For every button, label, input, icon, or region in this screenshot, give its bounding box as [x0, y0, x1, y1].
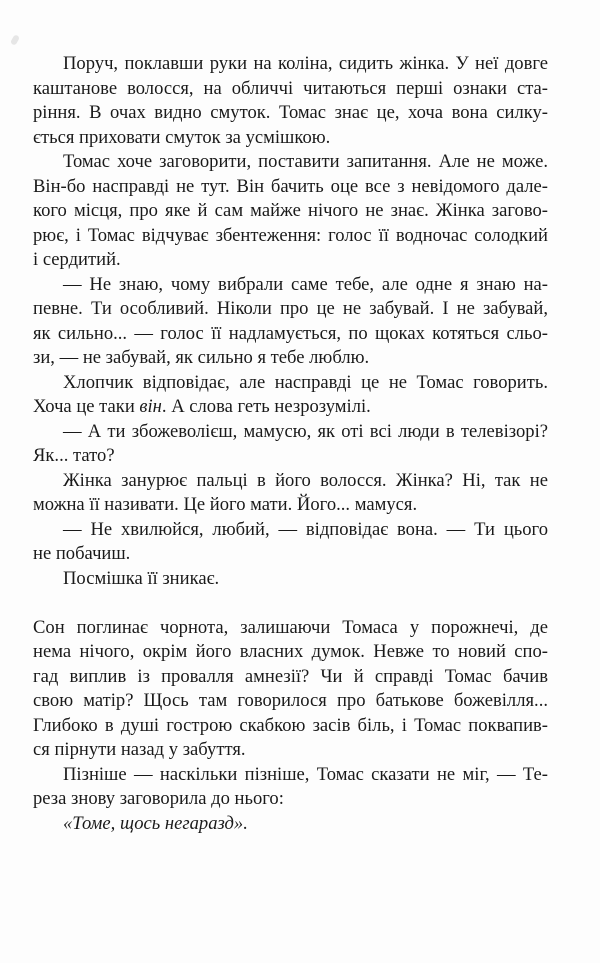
- text-line: гад виплив із провалля амнезії? Чи й справді Томас бачив: [33, 665, 548, 687]
- text-line: рює, і Томас відчуває збентеження: голос її водночас солодкий: [33, 224, 548, 246]
- text-line: «Томе, щось негаразд».: [63, 812, 248, 834]
- paragraph: [33, 150, 548, 273]
- paragraph: [33, 616, 548, 763]
- text-line: — А ти збожеволієш, мамусю, як оті всі люди в телевізорі?: [63, 420, 548, 442]
- scan-smudge: [10, 34, 20, 46]
- text-line: Як... тато?: [33, 445, 115, 466]
- text-line: зи, — не забувай, як сильно я тебе люблю.: [33, 347, 370, 368]
- text-line: свою матір? Щось там говорилося про батькове божевілля...: [33, 690, 548, 711]
- text-line: кого місця, про яке й сам майже нічого не знає. Жінка загово-: [33, 200, 548, 221]
- text-line: ся пірнути назад у забуття.: [33, 739, 246, 760]
- section-break: [33, 591, 548, 616]
- page-text: [33, 52, 548, 836]
- paragraph: [33, 420, 548, 469]
- text-line: Поруч, поклавши руки на коліна, сидить жінка. У неї довге: [63, 53, 548, 74]
- paragraph: [33, 469, 548, 518]
- text-line: Жінка занурює пальці в його волосся. Жінка? Ні, так не: [63, 469, 548, 491]
- paragraph: [33, 567, 548, 592]
- paragraph: [33, 763, 548, 812]
- text-line: — Не знаю, чому вибрали саме тебе, але одне я знаю на-: [63, 273, 548, 295]
- text-line: [33, 395, 548, 420]
- paragraph: [33, 371, 548, 420]
- text-line: можна її називати. Це його мати. Його... мамуся.: [33, 494, 418, 515]
- text-line: каштанове волосся, на обличчі читаються перші ознаки ста-: [33, 77, 548, 99]
- text-line: як сильно... — голос її надламується, по щоках котяться сльо-: [33, 322, 548, 344]
- italic-word: він: [139, 396, 162, 417]
- text-line: і сердитий.: [33, 249, 121, 270]
- text-run: . А слова геть незрозумілі.: [161, 396, 371, 417]
- text-line: реза знову заговорила до нього:: [33, 788, 284, 809]
- text-line: ється приховати смуток за усмішкою.: [33, 126, 331, 148]
- paragraph: [33, 518, 548, 567]
- paragraph: [33, 273, 548, 371]
- text-line: нема нічого, окрім його власних думок. Невже то новий спо-: [33, 641, 548, 662]
- paragraph: [33, 812, 548, 837]
- text-line: Хлопчик відповідає, але насправді це не Томас говорить.: [63, 371, 548, 393]
- text-line: ріння. В очах видно смуток. Томас знає це, хоча вона силку-: [33, 102, 548, 123]
- text-run: Хоча це таки: [33, 396, 140, 417]
- text-line: Пізніше — наскільки пізніше, Томас сказати не міг, — Те-: [63, 763, 548, 785]
- text-line: Він-бо насправді не тут. Він бачить оце все з невідомого дале-: [33, 175, 548, 197]
- text-line: — Не хвилюйся, любий, — відповідає вона. — Ти цього: [63, 518, 548, 540]
- text-line: Посмішка її зникає.: [63, 567, 220, 589]
- text-line: Глибоко в душі гострою скабкою засів біль, і Томас поквапив-: [33, 714, 548, 736]
- text-line: Томас хоче заговорити, поставити запитання. Але не може.: [63, 151, 548, 172]
- paragraph: [33, 52, 548, 150]
- text-line: не побачиш.: [33, 543, 131, 564]
- text-line: Сон поглинає чорнота, залишаючи Томаса у порожнечі, де: [33, 616, 548, 638]
- text-line: певне. Ти особливий. Ніколи про це не забувай. І не забувай,: [33, 298, 548, 319]
